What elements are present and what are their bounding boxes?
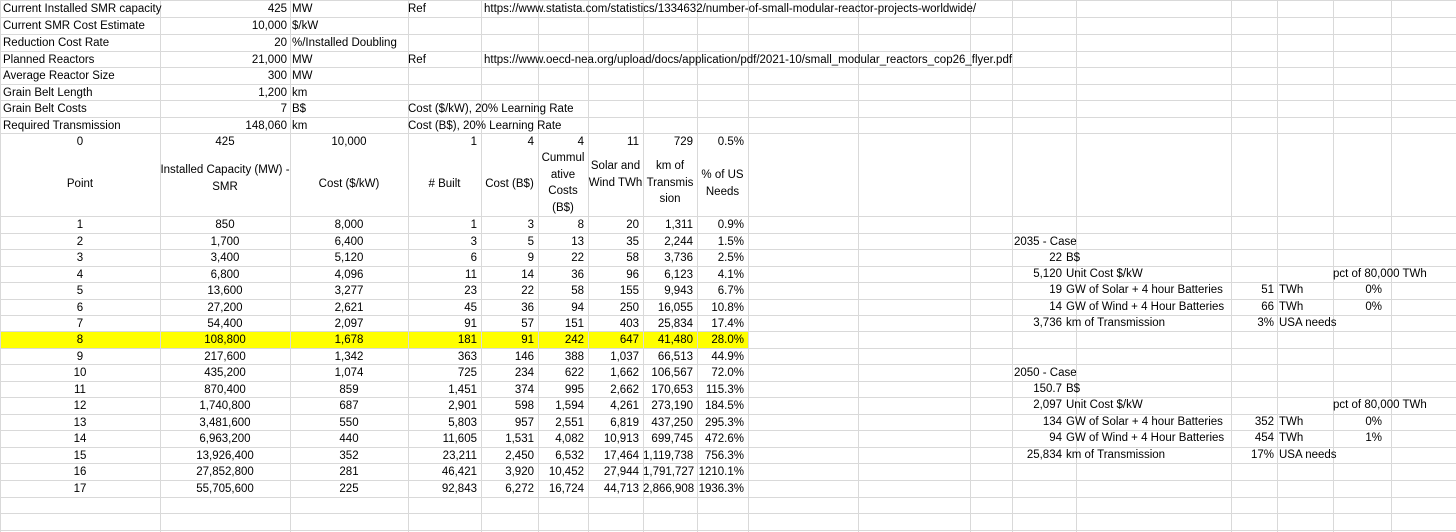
table-cell: 647 xyxy=(619,334,639,346)
table-cell-point: 2 xyxy=(76,236,84,248)
table-cell: 1 xyxy=(470,219,477,231)
case-solar-pct: 0% xyxy=(1365,284,1382,296)
table-cell: 2,621 xyxy=(334,302,364,314)
case-pct-label: pct of 80,000 TWh xyxy=(1333,268,1427,280)
table-cell: 374 xyxy=(514,384,534,396)
table-cell: 3,736 xyxy=(664,252,693,264)
table-cell: 2,450 xyxy=(505,450,534,462)
table-cell: 622 xyxy=(564,367,584,379)
param-value: 1,200 xyxy=(258,87,287,99)
param-value: 425 xyxy=(267,3,287,15)
table-cell: 2,244 xyxy=(664,236,693,248)
table-cell: 11 xyxy=(465,269,477,281)
case-usa-pct: 3% xyxy=(1257,317,1274,329)
param-unit: B$ xyxy=(292,103,307,115)
case-cost-value: 150.7 xyxy=(1033,383,1062,395)
param-ref: Cost ($/kW), 20% Learning Rate xyxy=(408,103,574,115)
table-cell: 363 xyxy=(457,351,477,363)
table-cell: 184.5% xyxy=(704,400,744,412)
table-cell: 440 xyxy=(339,433,359,445)
table-cell: 6,123 xyxy=(664,269,693,281)
table-cell: 10,452 xyxy=(548,466,584,478)
table-cell-point: 4 xyxy=(76,269,84,281)
table-cell: 3,481,600 xyxy=(199,417,251,429)
param-ref: Cost (B$), 20% Learning Rate xyxy=(408,120,562,132)
param-value: 7 xyxy=(280,103,287,115)
table-cell: 94 xyxy=(571,302,584,314)
table-cell: 4,096 xyxy=(334,269,364,281)
table-cell: 11 xyxy=(627,136,639,148)
case-km-value: 3,736 xyxy=(1033,317,1062,329)
case-wind-twh: 454 xyxy=(1254,432,1274,444)
table-cell: 8 xyxy=(577,219,584,231)
table-cell: 4 xyxy=(527,136,534,148)
case-cost-unit: B$ xyxy=(1066,252,1081,264)
table-cell: 11,605 xyxy=(442,433,477,445)
case-solar-pct: 0% xyxy=(1365,416,1382,428)
table-cell-point: 7 xyxy=(76,318,84,330)
table-cell: 17.4% xyxy=(711,318,744,330)
table-cell: 1.5% xyxy=(717,236,744,248)
table-cell: 1,342 xyxy=(334,351,364,363)
table-cell: 2,866,908 xyxy=(643,483,695,495)
table-cell: 151 xyxy=(564,318,584,330)
table-cell: 6 xyxy=(470,252,477,264)
table-cell: 13,600 xyxy=(207,285,243,297)
table-cell: 5,803 xyxy=(448,417,477,429)
table-cell-point: 15 xyxy=(73,450,87,462)
param-label: Planned Reactors xyxy=(3,54,95,66)
case-solar-twh: 51 xyxy=(1261,284,1274,296)
table-cell: 66,513 xyxy=(657,351,693,363)
table-cell: 725 xyxy=(457,367,477,379)
param-unit: MW xyxy=(292,54,313,66)
table-cell: 23 xyxy=(464,285,477,297)
table-cell: 550 xyxy=(339,417,359,429)
case-wind-twh-unit: TWh xyxy=(1279,301,1304,313)
table-cell-point: 9 xyxy=(76,351,84,363)
table-cell: 181 xyxy=(457,334,477,346)
case-solar-twh: 352 xyxy=(1254,416,1274,428)
case-wind-twh: 66 xyxy=(1261,301,1274,313)
param-url: https://www.statista.com/statistics/1334632/number-of-small-modular-reactor-projects-worldwide/ xyxy=(484,3,977,15)
param-ref: Ref xyxy=(408,54,426,66)
table-cell: 295.3% xyxy=(704,417,744,429)
case-km-value: 25,834 xyxy=(1026,449,1062,461)
table-cell: 1,594 xyxy=(555,400,584,412)
table-cell: 25,834 xyxy=(657,318,693,330)
case-solar-twh-unit: TWh xyxy=(1279,284,1304,296)
table-cell: 91 xyxy=(521,334,534,346)
table-cell: 403 xyxy=(619,318,639,330)
param-label: Average Reactor Size xyxy=(3,70,115,82)
table-cell: 2,551 xyxy=(555,417,584,429)
case-wind-label: GW of Wind + 4 Hour Batteries xyxy=(1066,301,1225,313)
case-solar-gw: 19 xyxy=(1049,284,1062,296)
param-unit: %/Installed Doubling xyxy=(292,37,397,49)
param-ref: Ref xyxy=(408,3,426,15)
table-cell: 687 xyxy=(339,400,359,412)
table-cell: 3 xyxy=(527,219,534,231)
table-cell: 437,250 xyxy=(651,417,693,429)
case-unit-cost-value: 5,120 xyxy=(1033,268,1062,280)
table-cell: 6,400 xyxy=(334,236,364,248)
case-cost-value: 22 xyxy=(1049,252,1062,264)
table-cell: 425 xyxy=(215,136,235,148)
case-title: 2050 - Case xyxy=(1014,367,1077,379)
table-cell: 44,713 xyxy=(603,483,639,495)
table-header-cost-kw: Cost ($/kW) xyxy=(318,178,380,190)
table-cell: 2,097 xyxy=(334,318,364,330)
table-cell: 41,480 xyxy=(657,334,693,346)
table-cell: 472.6% xyxy=(704,433,744,445)
table-cell: 2.5% xyxy=(717,252,744,264)
table-cell-point: 1 xyxy=(76,219,84,231)
table-cell: 1 xyxy=(470,136,477,148)
table-cell: 91 xyxy=(464,318,477,330)
table-cell: 58 xyxy=(626,252,639,264)
table-cell: 28.0% xyxy=(711,334,744,346)
table-cell: 23,211 xyxy=(442,450,477,462)
table-cell: 957 xyxy=(514,417,534,429)
table-cell: 57 xyxy=(521,318,534,330)
table-cell: 3,277 xyxy=(334,285,364,297)
case-usa-label: USA needs xyxy=(1279,317,1337,329)
param-unit: km xyxy=(292,87,308,99)
case-unit-cost-label: Unit Cost $/kW xyxy=(1066,399,1143,411)
param-unit: km xyxy=(292,120,308,132)
param-value: 10,000 xyxy=(251,20,287,32)
table-cell: 850 xyxy=(215,219,235,231)
table-cell: 20 xyxy=(626,219,639,231)
param-value: 148,060 xyxy=(245,120,287,132)
case-wind-pct: 0% xyxy=(1365,301,1382,313)
table-cell: 756.3% xyxy=(704,450,744,462)
table-cell: 46,421 xyxy=(441,466,477,478)
table-cell: 16,055 xyxy=(657,302,693,314)
table-cell: 27,852,800 xyxy=(196,466,254,478)
table-cell: 54,400 xyxy=(207,318,243,330)
table-cell: 5 xyxy=(527,236,534,248)
table-cell: 3 xyxy=(470,236,477,248)
table-cell: 995 xyxy=(564,384,584,396)
table-cell: 1,037 xyxy=(610,351,639,363)
table-cell-point: 3 xyxy=(76,252,84,264)
table-cell: 72.0% xyxy=(711,367,744,379)
table-cell: 1,678 xyxy=(334,334,364,346)
case-wind-gw: 14 xyxy=(1049,301,1062,313)
table-cell: 2,901 xyxy=(448,400,477,412)
table-cell: 45 xyxy=(464,302,477,314)
table-header-twh: Solar and Wind TWh xyxy=(588,160,643,189)
table-cell: 352 xyxy=(339,450,359,462)
table-cell: 106,567 xyxy=(651,367,693,379)
table-cell: 3,920 xyxy=(505,466,534,478)
table-cell: 22 xyxy=(571,252,584,264)
case-unit-cost-label: Unit Cost $/kW xyxy=(1066,268,1143,280)
table-cell: 6.7% xyxy=(717,285,744,297)
table-cell: 217,600 xyxy=(204,351,246,363)
param-unit: MW xyxy=(292,3,313,15)
case-title: 2035 - Case xyxy=(1014,236,1077,248)
case-solar-label: GW of Solar + 4 hour Batteries xyxy=(1066,416,1223,428)
case-wind-pct: 1% xyxy=(1365,432,1382,444)
table-cell-point: 11 xyxy=(74,384,86,396)
case-km-label: km of Transmission xyxy=(1066,317,1166,329)
table-cell: 96 xyxy=(626,269,639,281)
param-label: Grain Belt Costs xyxy=(3,103,87,115)
case-km-label: km of Transmission xyxy=(1066,449,1166,461)
table-cell: 870,400 xyxy=(204,384,246,396)
table-cell: 1,700 xyxy=(210,236,240,248)
case-wind-gw: 94 xyxy=(1049,432,1062,444)
table-cell: 92,843 xyxy=(441,483,477,495)
param-label: Reduction Cost Rate xyxy=(3,37,110,49)
table-header-cumulative: Cummul ative Costs (B$) xyxy=(541,152,585,214)
table-cell: 1,740,800 xyxy=(199,400,251,412)
param-label: Required Transmission xyxy=(3,120,121,132)
table-header-capacity: Installed Capacity (MW) - SMR xyxy=(160,164,290,193)
case-solar-gw: 134 xyxy=(1042,416,1062,428)
case-unit-cost-value: 2,097 xyxy=(1033,399,1062,411)
table-header-point: Point xyxy=(66,178,94,190)
table-cell: 0.9% xyxy=(717,219,744,231)
table-cell: 3,400 xyxy=(210,252,240,264)
table-cell: 1,074 xyxy=(334,367,364,379)
table-cell: 1,531 xyxy=(505,433,534,445)
param-value: 20 xyxy=(274,37,287,49)
table-cell: 225 xyxy=(339,483,359,495)
param-label: Current Installed SMR capacity xyxy=(3,3,162,15)
case-solar-twh-unit: TWh xyxy=(1279,416,1304,428)
table-cell: 281 xyxy=(339,466,359,478)
table-cell: 4,082 xyxy=(555,433,584,445)
row-gridline xyxy=(0,530,1456,531)
table-cell: 1,662 xyxy=(610,367,639,379)
table-cell: 10,000 xyxy=(331,136,367,148)
table-cell: 13,926,400 xyxy=(196,450,254,462)
table-header-built: # Built xyxy=(428,178,461,190)
table-cell: 27,944 xyxy=(603,466,639,478)
table-cell: 1,791,727 xyxy=(643,466,695,478)
param-url: https://www.oecd-nea.org/upload/docs/application/pdf/2021-10/small_modular_reactors_cop26_flyer.pdf xyxy=(484,54,1013,66)
table-cell-point: 12 xyxy=(73,400,87,412)
table-cell: 1936.3% xyxy=(698,483,744,495)
table-cell: 16,724 xyxy=(548,483,584,495)
table-header-cost-b: Cost (B$) xyxy=(485,178,534,190)
table-cell: 9 xyxy=(527,252,534,264)
table-cell: 10.8% xyxy=(711,302,744,314)
table-cell: 36 xyxy=(571,269,584,281)
case-cost-unit: B$ xyxy=(1066,383,1081,395)
table-cell: 435,200 xyxy=(204,367,246,379)
table-cell: 36 xyxy=(521,302,534,314)
table-cell: 729 xyxy=(673,136,693,148)
param-label: Current SMR Cost Estimate xyxy=(3,20,145,32)
case-solar-label: GW of Solar + 4 hour Batteries xyxy=(1066,284,1223,296)
table-cell-point: 14 xyxy=(73,433,87,445)
param-unit: MW xyxy=(292,70,313,82)
table-cell: 9,943 xyxy=(664,285,693,297)
table-cell-point: 10 xyxy=(73,367,87,379)
case-wind-twh-unit: TWh xyxy=(1279,432,1304,444)
table-cell: 14 xyxy=(521,269,534,281)
table-cell: 108,800 xyxy=(204,334,246,346)
case-usa-pct: 17% xyxy=(1250,449,1274,461)
table-cell: 234 xyxy=(514,367,534,379)
table-cell: 8,000 xyxy=(334,219,364,231)
table-cell: 5,120 xyxy=(334,252,364,264)
table-cell: 859 xyxy=(339,384,359,396)
table-cell-point: 5 xyxy=(76,285,84,297)
case-wind-label: GW of Wind + 4 Hour Batteries xyxy=(1066,432,1225,444)
table-cell: 6,963,200 xyxy=(199,433,251,445)
table-cell: 44.9% xyxy=(711,351,744,363)
table-cell: 273,190 xyxy=(651,400,693,412)
table-cell-point: 17 xyxy=(73,483,87,495)
table-cell: 17,464 xyxy=(603,450,639,462)
table-cell: 115.3% xyxy=(705,384,744,396)
table-cell: 699,745 xyxy=(651,433,693,445)
param-unit: $/kW xyxy=(292,20,319,32)
table-cell: 1,451 xyxy=(448,384,477,396)
table-cell: 13 xyxy=(571,236,584,248)
table-cell: 1,311 xyxy=(665,219,693,231)
table-cell-point: 13 xyxy=(73,417,87,429)
param-value: 300 xyxy=(267,70,287,82)
case-usa-label: USA needs xyxy=(1279,449,1337,461)
table-cell: 58 xyxy=(571,285,584,297)
table-cell-point: 6 xyxy=(76,302,84,314)
table-cell: 155 xyxy=(619,285,639,297)
table-header-km: km of Transmis sion xyxy=(646,160,694,205)
table-cell-point: 16 xyxy=(73,466,87,478)
table-cell: 6,800 xyxy=(210,269,240,281)
table-cell: 35 xyxy=(626,236,639,248)
table-cell: 146 xyxy=(514,351,534,363)
table-cell: 6,272 xyxy=(505,483,534,495)
table-cell: 0.5% xyxy=(717,136,744,148)
table-cell: 6,819 xyxy=(610,417,639,429)
table-cell-point: 8 xyxy=(76,334,84,346)
table-cell: 1210.1% xyxy=(698,466,744,478)
table-cell: 250 xyxy=(619,302,639,314)
table-cell-point: 0 xyxy=(76,136,84,148)
table-cell: 4,261 xyxy=(610,400,639,412)
table-cell: 4 xyxy=(577,136,584,148)
table-cell: 170,653 xyxy=(651,384,693,396)
table-cell: 388 xyxy=(564,351,584,363)
table-cell: 1,119,738 xyxy=(643,450,694,462)
table-cell: 22 xyxy=(521,285,534,297)
table-cell: 242 xyxy=(564,334,584,346)
table-cell: 4.1% xyxy=(717,269,744,281)
param-value: 21,000 xyxy=(251,54,287,66)
table-cell: 10,913 xyxy=(603,433,639,445)
case-pct-label: pct of 80,000 TWh xyxy=(1333,399,1427,411)
row-gridline xyxy=(0,497,1456,498)
param-label: Grain Belt Length xyxy=(3,87,93,99)
row-gridline xyxy=(0,513,1456,514)
table-cell: 6,532 xyxy=(555,450,584,462)
table-cell: 2,662 xyxy=(610,384,639,396)
table-header-pct: % of US Needs xyxy=(701,169,744,198)
table-cell: 55,705,600 xyxy=(196,483,254,495)
table-cell: 598 xyxy=(514,400,534,412)
table-cell: 27,200 xyxy=(207,302,243,314)
